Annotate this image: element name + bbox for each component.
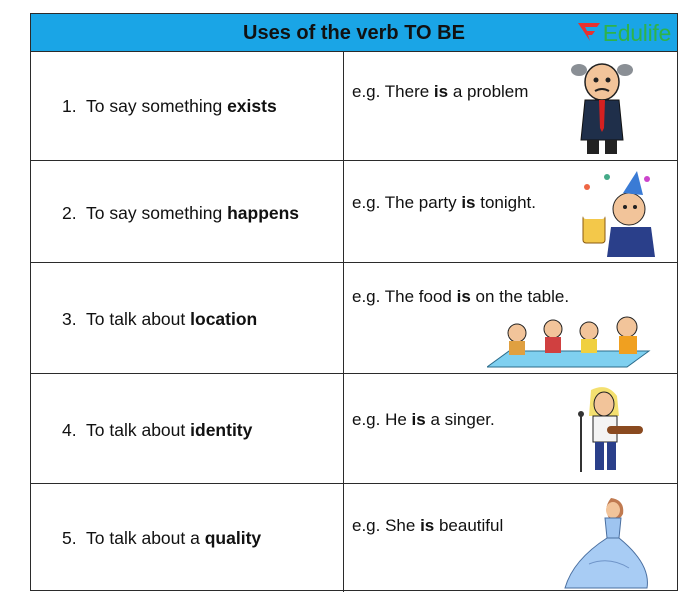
row-number: 3. <box>62 309 77 329</box>
use-text: To say something <box>86 96 228 116</box>
angry-man-illustration <box>569 58 635 158</box>
use-text: To talk about a <box>86 528 205 548</box>
example-text: e.g. There <box>352 82 434 101</box>
example-cell <box>352 82 528 102</box>
example-verb: is <box>456 287 471 306</box>
table-header <box>31 14 677 52</box>
table-row <box>31 160 677 262</box>
people-at-table-illustration <box>487 313 653 371</box>
example-text: e.g. He <box>352 410 412 429</box>
party-man-illustration <box>577 169 669 259</box>
example-verb: is <box>433 82 449 101</box>
example-text-end: beautiful <box>434 516 504 535</box>
example-text: e.g. She <box>352 516 421 535</box>
example-text-end: a problem <box>448 82 529 101</box>
example-text: e.g. The food <box>352 287 457 306</box>
woman-in-dress-illustration <box>559 494 655 590</box>
row-number: 5. <box>62 528 77 548</box>
table-row <box>31 483 677 592</box>
use-text: To talk about <box>86 420 191 440</box>
example-text: e.g. The party <box>352 193 462 212</box>
table-row <box>31 262 677 373</box>
example-text-end: on the table. <box>470 287 570 306</box>
example-cell <box>352 410 495 430</box>
use-cell <box>62 96 277 117</box>
example-text-end: tonight. <box>475 193 536 212</box>
use-cell <box>62 420 252 441</box>
example-verb: is <box>461 193 476 212</box>
use-keyword: happens <box>227 203 300 223</box>
example-cell <box>352 287 569 307</box>
example-cell <box>352 516 503 536</box>
use-keyword: location <box>190 309 258 329</box>
use-keyword: quality <box>204 528 262 548</box>
use-text: To say something <box>86 203 228 223</box>
row-number: 4. <box>62 420 77 440</box>
singer-illustration <box>577 386 653 474</box>
brand-name: Edulife <box>602 19 671 46</box>
use-cell <box>62 203 299 224</box>
example-verb: is <box>411 410 426 429</box>
example-verb: is <box>420 516 435 535</box>
table-row <box>31 52 677 160</box>
brand-logo <box>577 18 671 48</box>
example-text-end: a singer. <box>425 410 495 429</box>
use-text: To talk about <box>86 309 191 329</box>
edulife-logo-icon <box>577 21 601 45</box>
use-keyword: exists <box>227 96 277 116</box>
example-cell <box>352 193 536 213</box>
use-keyword: identity <box>190 420 253 440</box>
table-row <box>31 373 677 483</box>
row-number: 1. <box>62 96 77 116</box>
row-number: 2. <box>62 203 77 223</box>
table-title: Uses of the verb TO BE <box>243 22 465 44</box>
use-cell <box>62 309 257 330</box>
verb-table <box>30 13 678 591</box>
use-cell <box>62 528 261 549</box>
